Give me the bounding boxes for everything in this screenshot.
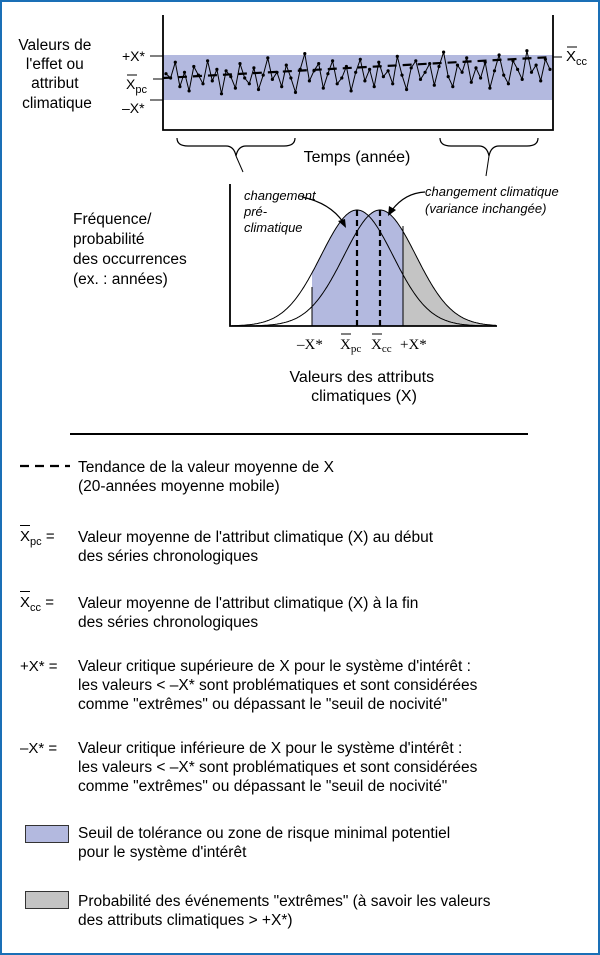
time-series-point: [502, 74, 505, 77]
time-series-point: [396, 55, 399, 58]
time-series-point: [363, 79, 366, 82]
time-series-point: [266, 56, 269, 59]
time-series-point: [474, 66, 477, 69]
time-series-point: [271, 78, 274, 81]
tick-minus-x-bottom: –X*: [297, 337, 323, 353]
time-series-point: [308, 79, 311, 82]
time-series-point: [498, 53, 501, 56]
time-series-point: [174, 61, 177, 64]
legend-band-text: Seuil de tolérance ou zone de risque minimal potentiel pour le système d'intérêt: [78, 825, 451, 861]
time-series-point: [525, 49, 528, 52]
time-series-point: [461, 71, 464, 74]
time-series-point: [387, 69, 390, 72]
legend-trend-text: Tendance de la valeur moyenne de X (20-années moyenne mobile): [78, 459, 334, 495]
legend-minus-symbol: –X* =: [20, 740, 58, 757]
time-series-point: [530, 71, 533, 74]
time-series-point: [442, 51, 445, 54]
tick-plus-x-bottom: +X*: [400, 337, 427, 353]
time-series-point: [433, 84, 436, 87]
time-series-point: [405, 88, 408, 91]
time-series-point: [437, 65, 440, 68]
time-series-point: [322, 87, 325, 90]
time-series-point: [368, 68, 371, 71]
time-series-point: [340, 76, 343, 79]
label-pre-change: changement pré- climatique: [244, 188, 316, 235]
brace-left: [177, 138, 295, 156]
time-series-point: [507, 82, 510, 85]
legend-xcc-symbol: $X_{cc}$ =: [20, 594, 54, 614]
time-series-point: [516, 68, 519, 71]
time-series-point: [201, 82, 204, 85]
time-series-point: [456, 64, 459, 67]
time-series-point: [428, 62, 431, 65]
legend-xpc-text: Valeur moyenne de l'attribut climatique (X) au début des séries chronologiques: [78, 529, 434, 565]
bottom-x-title: Valeurs des attributs climatiques (X): [289, 369, 435, 405]
bottom-chart: [73, 184, 562, 405]
time-series-point: [548, 68, 551, 71]
time-series-point: [424, 71, 427, 74]
time-series-point: [234, 87, 237, 90]
time-series-point: [183, 71, 186, 74]
time-series-point: [354, 71, 357, 74]
time-series-point: [225, 69, 228, 72]
time-series-point: [535, 64, 538, 67]
time-series-point: [303, 52, 306, 55]
time-series-point: [331, 59, 334, 62]
time-series-point: [289, 76, 292, 79]
bottom-y-title: Fréquence/ probabilité des occurrences (ex. : années): [73, 211, 187, 288]
time-series-point: [262, 74, 265, 77]
time-series-point: [248, 82, 251, 85]
time-series-point: [419, 78, 422, 81]
time-series-point: [414, 59, 417, 62]
time-series-point: [294, 91, 297, 94]
legend-band-swatch: [25, 825, 69, 843]
time-series-point: [192, 65, 195, 68]
top-y-title: Valeurs de l'effet ou attribut climatique: [18, 37, 92, 112]
label-minus-x: –X*: [122, 100, 145, 116]
time-series-point: [188, 89, 191, 92]
time-series-point: [211, 79, 214, 82]
time-series-point: [243, 76, 246, 79]
top-chart: [18, 15, 587, 176]
legend-xpc-symbol: $X_{pc}$ =: [20, 528, 55, 548]
time-series-point: [317, 62, 320, 65]
diagram-svg: [0, 0, 600, 440]
time-series-point: [164, 72, 167, 75]
time-series-point: [488, 87, 491, 90]
dashed-line-symbol: [20, 462, 70, 470]
time-series-point: [447, 75, 450, 78]
time-series-point: [391, 82, 394, 85]
time-series-point: [400, 74, 403, 77]
legend-plus-text: Valeur critique supérieure de X pour le système d'intérêt : les valeurs < –X* sont problématiques et sont considérées comme "extrêmes" ou dépassant le "seuil de nocivité": [78, 658, 478, 713]
top-x-title: Temps (année): [303, 149, 411, 166]
brace-left-stem: [236, 156, 243, 172]
legend-xcc-text: Valeur moyenne de l'attribut climatique (X) à la fin des séries chronologiques: [78, 595, 419, 631]
time-series-point: [521, 78, 524, 81]
brace-right-stem: [486, 156, 489, 176]
time-series-point: [377, 61, 380, 64]
time-series-point: [350, 89, 353, 92]
tick-xcc-bottom: $X_{cc}$: [371, 337, 392, 355]
time-series-point: [257, 88, 260, 91]
time-series-point: [206, 59, 209, 62]
label-xcc-top: $X_{cc}$: [566, 48, 588, 68]
label-plus-x: +X*: [122, 48, 145, 64]
extreme-probability-fill: [403, 231, 496, 326]
arrow-climate-change: [392, 192, 425, 210]
time-series-point: [470, 81, 473, 84]
time-series-point: [479, 76, 482, 79]
time-series-point: [280, 85, 283, 88]
time-series-point: [252, 66, 255, 69]
time-series-point: [410, 66, 413, 69]
time-series-point: [382, 75, 385, 78]
time-series-point: [451, 85, 454, 88]
tick-xpc-bottom: $X_{pc}$: [340, 337, 362, 355]
brace-right: [440, 138, 538, 156]
legend-minus-text: Valeur critique inférieure de X pour le système d'intérêt : les valeurs < –X* sont problématiques et sont considérées comme "extrêmes" ou dépassant le "seuil de nocivité": [78, 740, 478, 795]
legend-grey-swatch: [25, 891, 69, 909]
label-climate-change: changement climatique (variance inchangée): [425, 184, 559, 216]
legend-plus-symbol: +X* =: [20, 658, 58, 675]
label-xpc: $X_{pc}$: [126, 76, 147, 96]
time-series-point: [220, 92, 223, 95]
time-series-point: [359, 58, 362, 61]
legend-grey-text: Probabilité des événements "extrêmes" (à savoir les valeurs des attributs climatiques > +X*): [78, 893, 491, 929]
time-series-point: [238, 62, 241, 65]
time-series-point: [373, 85, 376, 88]
time-series-point: [539, 79, 542, 82]
time-series-point: [336, 82, 339, 85]
time-series-point: [178, 85, 181, 88]
time-series-point: [465, 56, 468, 59]
time-series-point: [326, 72, 329, 75]
time-series-point: [215, 68, 218, 71]
time-series-point: [493, 69, 496, 72]
time-series-point: [285, 64, 288, 67]
